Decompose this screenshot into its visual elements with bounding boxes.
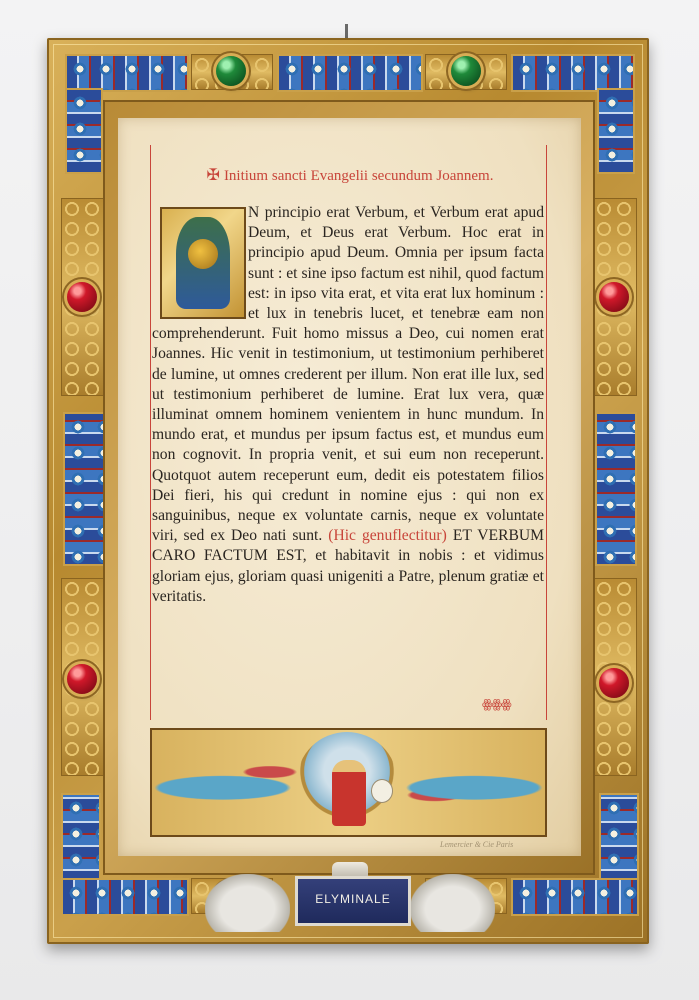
- enamel-panel-left: [63, 412, 105, 566]
- griffin-wing-left-icon: [205, 874, 290, 932]
- gospel-heading: [150, 165, 550, 185]
- green-cabochon-jewel: [451, 56, 481, 86]
- end-ornament: ꙮꙮꙮ: [482, 697, 511, 711]
- gospel-body: N principio erat Verbum, et Verbum erat apud Deum, et Deus erat Verbum. Hoc erat in principio apud Deum. Omnia per ipsum facta sunt : et sine ipso factum est nihil, quod factum est: in ipso vita erat, et vita erat lux hominum : et lux in tenebris lucet, et tenebræ eam non comprehenderunt. Fuit homo missus a Deo, cui nomen erat Joannes. Hic venit in testimonium, ut testimonium perhiberet de lumine, ut omnes crederent per illum. Non erat ille lux, sed ut testimonium perhiberet de lumine. Erat lux vera, quæ illuminat omnem hominem venientem in hunc mundum. In mundo erat, et mundus per ipsum factus est, et mundus eum non cognovit. In propria venit, et sui eum non receperunt. Quotquot autem receperunt eum, dedit eis potestatem filios Dei fieri, his qui credunt in nomine ejus : qui non ex sanguinibus, neque ex voluntate carnis, neque ex voluntate viri, sed ex Deo nati sunt.: [152, 204, 544, 545]
- enamel-panel-top-right: [511, 54, 635, 92]
- eagle-icon: [372, 780, 392, 802]
- saint-john-figure: [332, 760, 366, 826]
- gospel-text: [152, 203, 544, 607]
- red-cabochon-jewel: [599, 668, 629, 698]
- red-cabochon-jewel: [67, 282, 97, 312]
- rubric-text: (Hic genuflectitur): [328, 527, 447, 545]
- enamel-panel-right: [595, 412, 637, 566]
- enamel-panel-bottom-left: [61, 878, 189, 916]
- red-cabochon-jewel: [599, 282, 629, 312]
- enamel-panel-top-left: [65, 54, 189, 92]
- maltese-cross-icon: ✠: [206, 167, 220, 184]
- watermark-shield: ELYMINALE: [295, 876, 411, 926]
- enamel-panel-top-center: [277, 54, 423, 92]
- enamel-corner-top-left: [65, 88, 103, 174]
- printer-signature: Lemercier & Cie Paris: [440, 840, 514, 849]
- green-cabochon-jewel: [216, 56, 246, 86]
- enamel-panel-bottom-right: [511, 878, 639, 916]
- griffin-wing-right-icon: [410, 874, 495, 932]
- watermark-logo: [205, 862, 495, 942]
- enamel-corner-top-right: [597, 88, 635, 174]
- closing-text: ET VERBUM CARO FACTUM EST, et habitavit in nobis : et vidimus gloriam ejus, gloriam quasi unigeniti a Patre, plenum gratiæ et veritatis.: [152, 527, 545, 605]
- illuminated-miniature-panel: [150, 728, 547, 837]
- gospel-heading-text: Initium sancti Evangelii secundum Joannem.: [223, 168, 494, 184]
- red-cabochon-jewel: [67, 664, 97, 694]
